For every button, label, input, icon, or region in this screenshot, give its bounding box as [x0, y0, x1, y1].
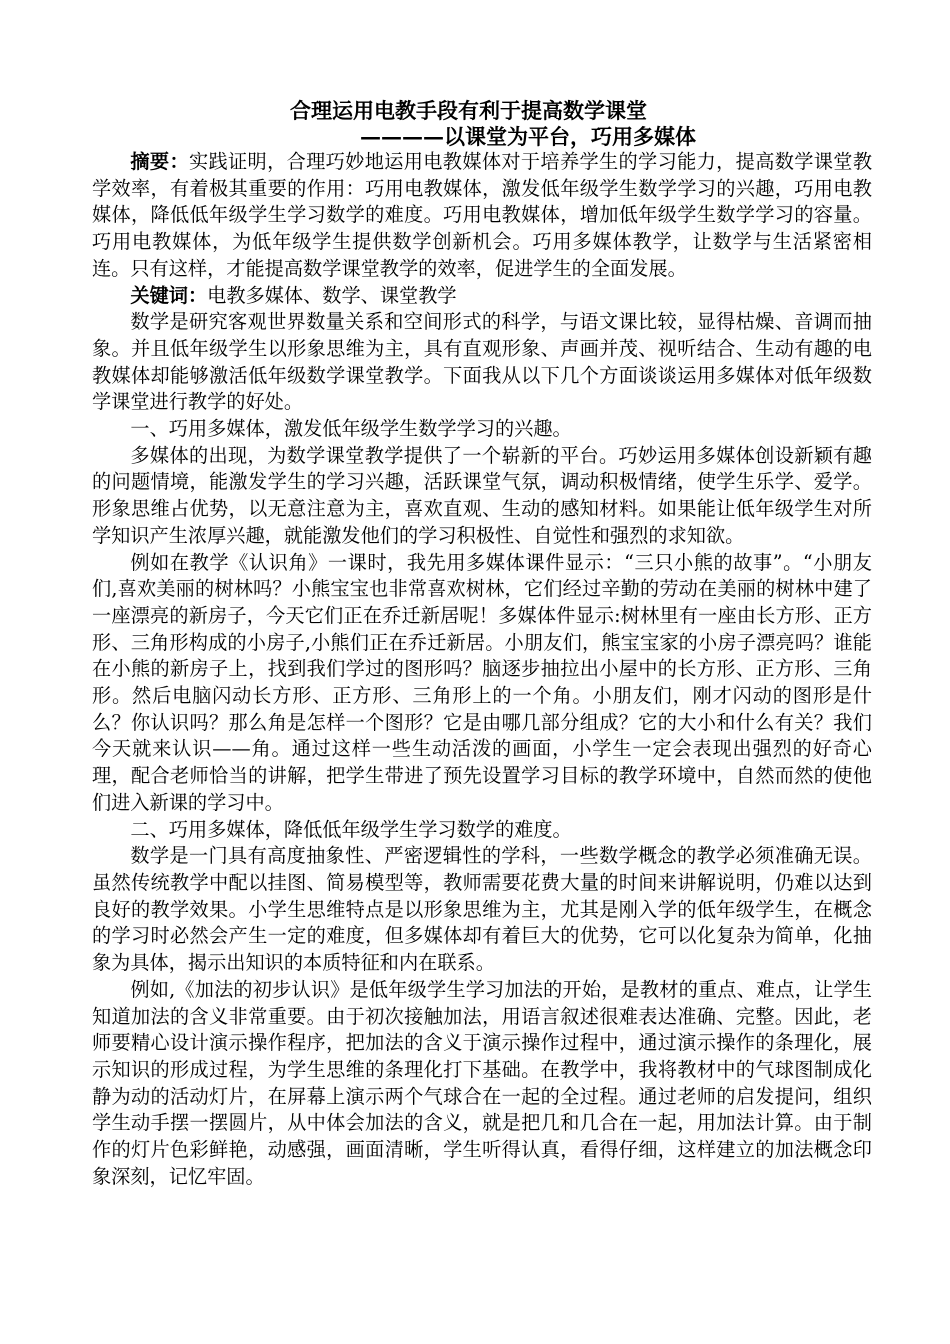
keywords-label: 关键词： — [130, 283, 208, 307]
keywords-paragraph — [92, 283, 872, 310]
document-title: 合理运用电教手段有利于提高数学课堂 — [290, 98, 647, 123]
document-subtitle: ————以课堂为平台，巧用多媒体 — [360, 124, 696, 149]
body-paragraph: 数学是一门具有高度抽象性、严密逻辑性的学科，一些数学概念的教学必须准确无误。虽然传统教学中配以挂图、简易模型等，教师需要花费大量的时间来讲解说明，仍难以达到良好的教学效果。小学生思维特点是以形象思维为主，尤其是刚入学的低年级学生，在概念的学习时必然会产生一定的难度，但多媒体却有着巨大的优势，它可以化复杂为简单，化抽象为具体，揭示出知识的本质特征和内在联系。 — [92, 844, 872, 975]
keywords-text: 电教多媒体、数学、课堂教学 — [207, 283, 457, 307]
abstract-paragraph — [92, 149, 872, 283]
section-heading-1: 一、巧用多媒体，激发低年级学生数学学习的兴趣。 — [130, 417, 572, 441]
abstract-text: 实践证明，合理巧妙地运用电教媒体对于培养学生的学习能力，提高数学课堂教学效率，有着极其重要的作用：巧用电教媒体，激发低年级学生数学学习的兴趣，巧用电教媒体，降低低年级学生学习数学的难度。巧用电教媒体，增加低年级学生数学学习的容量。巧用电教媒体，为低年级学生提供数学创新机会。巧用多媒体教学，让数学与生活紧密相连。只有这样，才能提高数学课堂教学的效率，促进学生的全面发展。 — [92, 150, 873, 280]
body-paragraph: 多媒体的出现，为数学课堂教学提供了一个崭新的平台。巧妙运用多媒体创设新颖有趣的问题情境，能激发学生的学习兴趣，活跃课堂气氛，调动积极情绪，使学生乐学、爱学。形象思维占优势，以无意注意为主，喜欢直观、生动的感知材料。如果能让低年级学生对所学知识产生浓厚兴趣，就能激发他们的学习积极性、自觉性和强烈的求知欲。 — [92, 443, 872, 547]
document-body — [92, 149, 872, 1190]
section-heading-2: 二、巧用多媒体，降低低年级学生学习数学的难度。 — [130, 817, 572, 841]
example-paragraph: 例如在教学《认识角》一课时，我先用多媒体课件显示：“三只小熊的故事”。“小朋友们,喜欢美丽的树林吗？小熊宝宝也非常喜欢树林，它们经过辛勤的劳动在美丽的树林中建了一座漂亮的新房子，今天它们正在乔迁新居呢！多媒体件显示:树林里有一座由长方形、正方形、三角形构成的小房子,小熊们正在乔迁新居。小朋友们，熊宝宝家的小房子漂亮吗？谁能在小熊的新房子上，找到我们学过的图形吗？脑逐步抽拉出小屋中的长方形、正方形、三角形。然后电脑闪动长方形、正方形、三角形上的一个角。小朋友们，刚才闪动的图形是什么？你认识吗？那么角是怎样一个图形？它是由哪几部分组成？它的大小和什么有关？我们今天就来认识——角。通过这样一些生动活泼的画面，小学生一定会表现出强烈的好奇心理，配合老师恰当的讲解，把学生带进了预先设置学习目标的教学环境中，自然而然的使他们进入新课的学习中。 — [92, 550, 872, 814]
abstract-label: 摘要： — [130, 150, 189, 173]
example-paragraph: 例如,《加法的初步认识》是低年级学生学习加法的开始，是教材的重点、难点，让学生知道加法的含义非常重要。由于初次接触加法，用语言叙述很难表达准确、完整。因此，老师要精心设计演示操作程序，把加法的含义于演示操作过程中，通过演示操作的条理化，展示知识的形成过程，为学生思维的条理化打下基础。在教学中，我将教材中的气球图制成化静为动的活动灯片，在屏幕上演示两个气球合在一起的全过程。通过老师的启发提问，组织学生动手摆一摆圆片，从中体会加法的含义，就是把几和几合在一起，用加法计算。由于制作的灯片色彩鲜艳，动感强，画面清晰，学生听得认真，看得仔细，这样建立的加法概念印象深刻，记忆牢固。 — [92, 977, 872, 1188]
intro-paragraph: 数学是研究客观世界数量关系和空间形式的科学，与语文课比较，显得枯燥、音调而抽象。并且低年级学生以形象思维为主，具有直观形象、声画并茂、视听结合、生动有趣的电教媒体却能够激活低年级数学课堂教学。下面我从以下几个方面谈谈运用多媒体对低年级数学课堂进行教学的好处。 — [92, 310, 872, 414]
